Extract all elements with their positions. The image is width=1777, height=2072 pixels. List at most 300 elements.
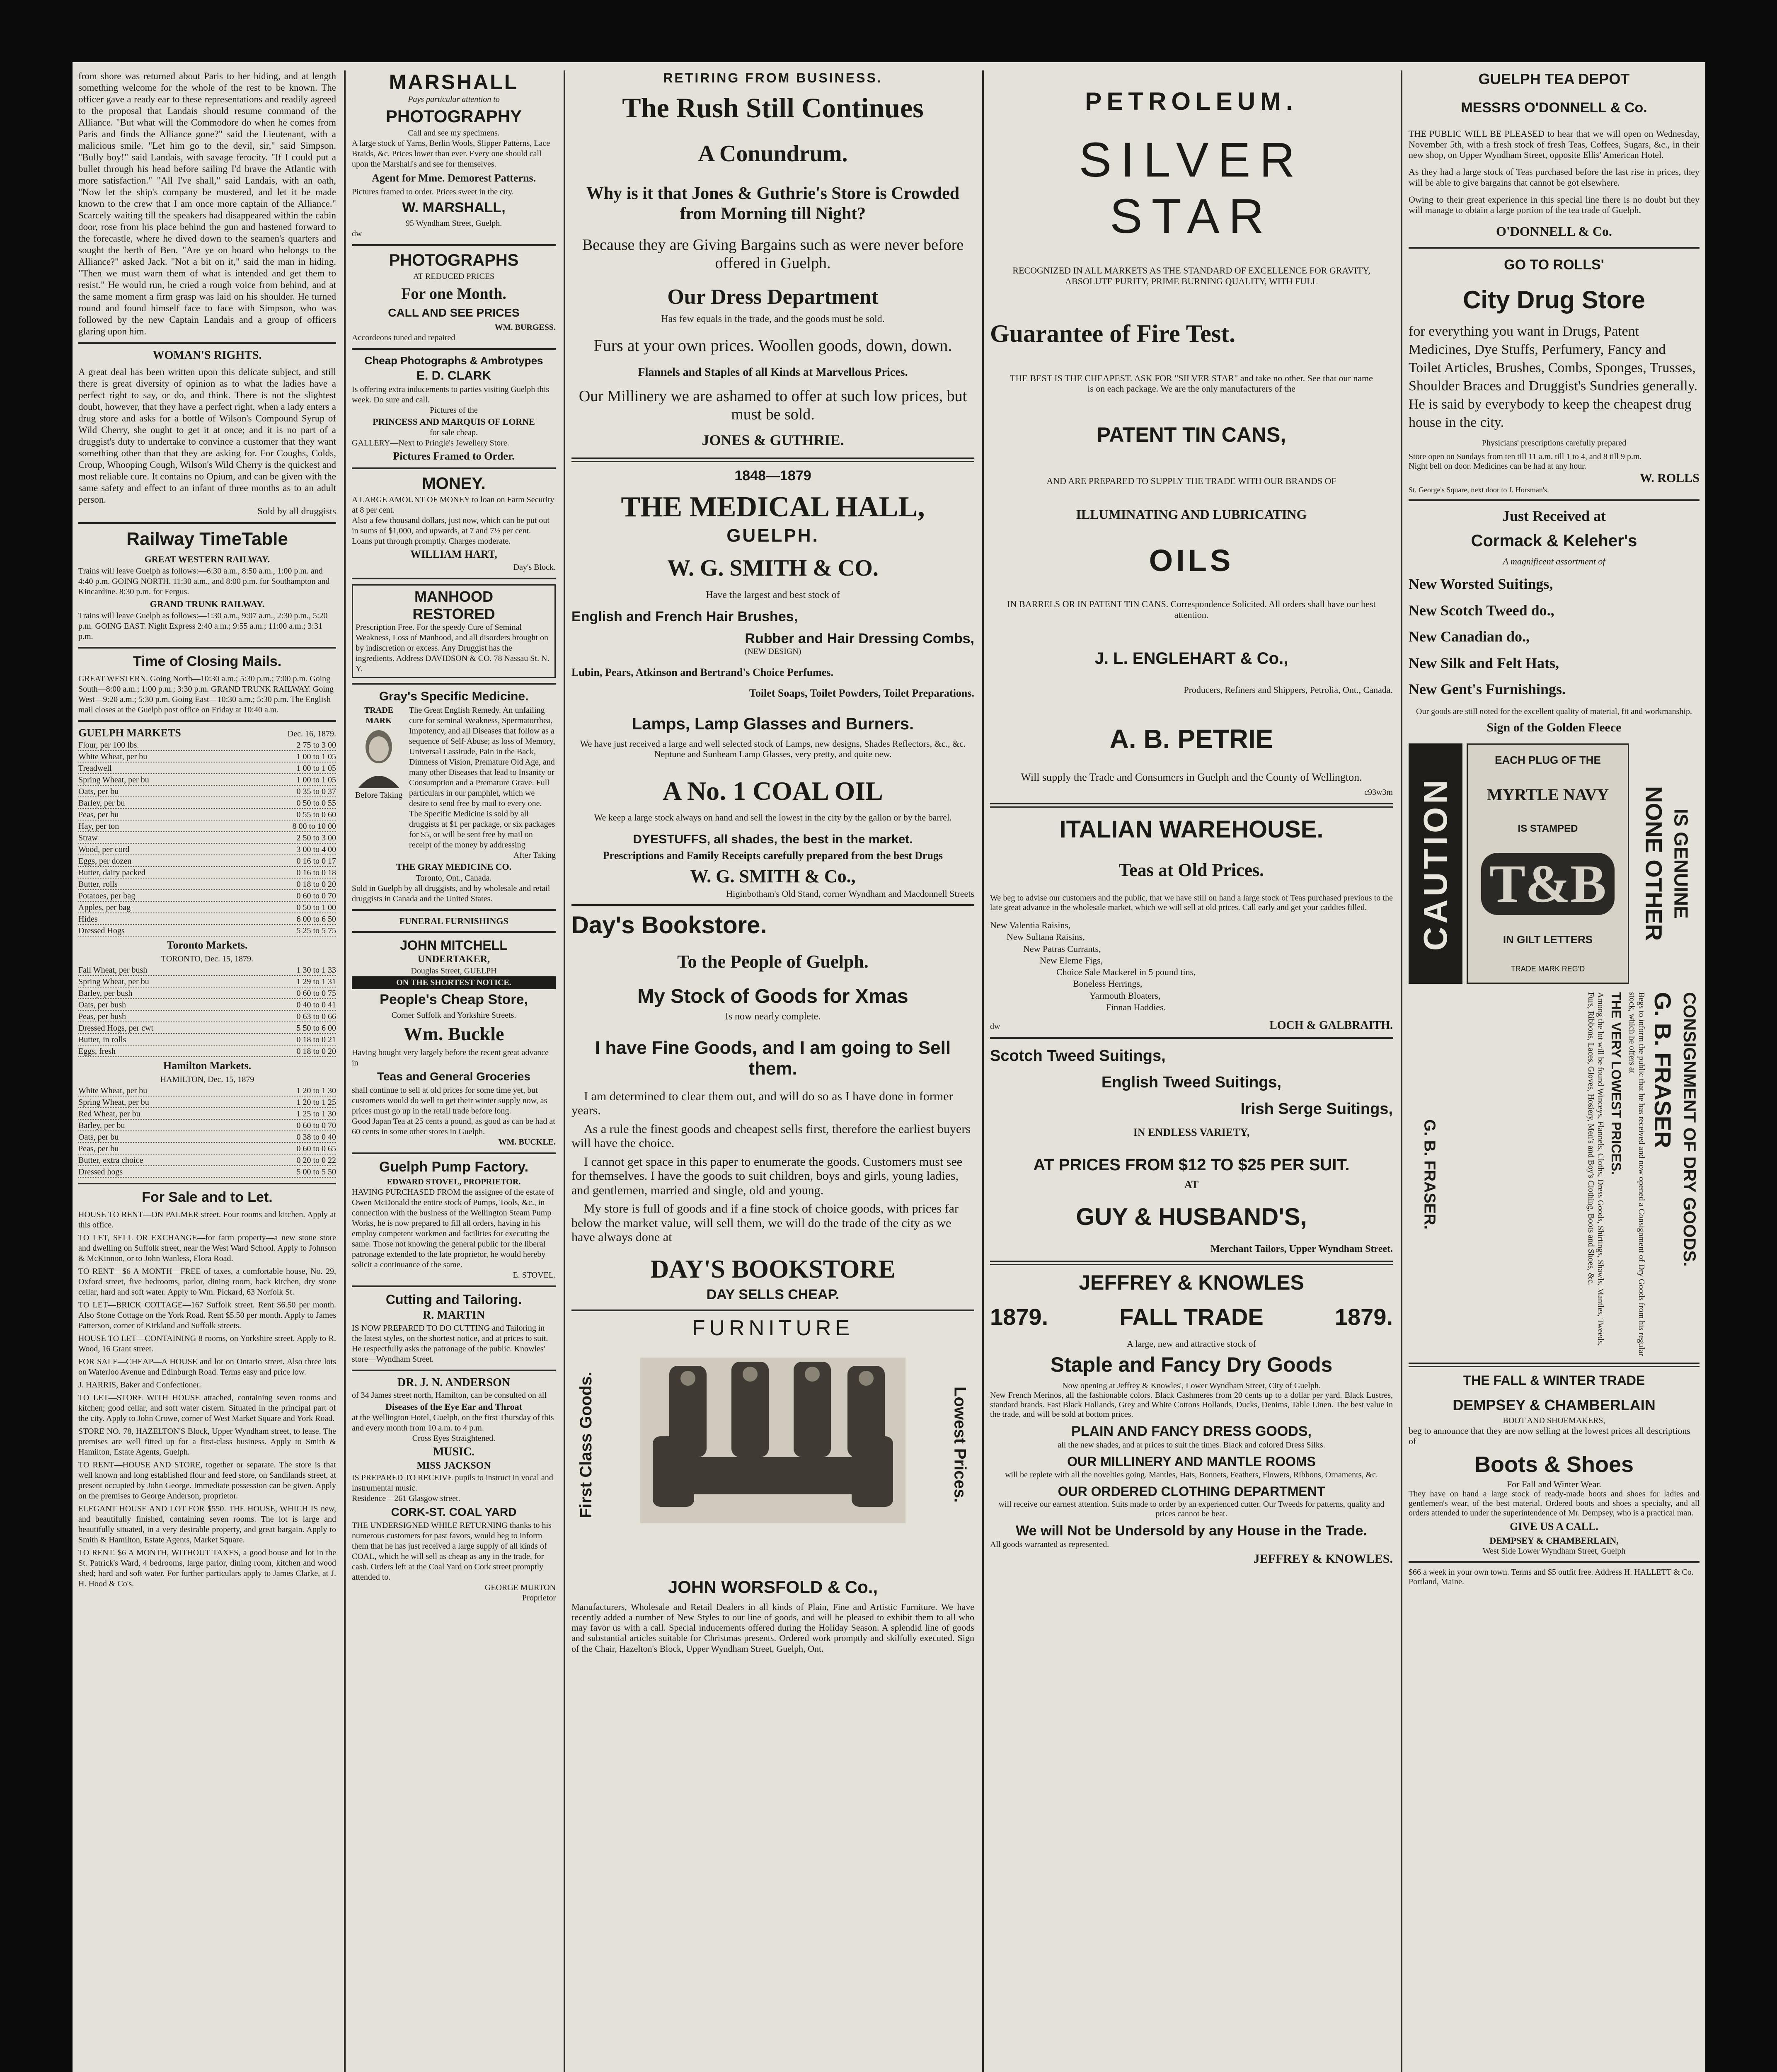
- fit-text: Our goods are still noted for the excellent quality of material, fit and workmanship.: [1416, 707, 1692, 716]
- market-row: [78, 821, 336, 832]
- ab-petrie-heading: A. B. PETRIE: [1109, 724, 1273, 754]
- for-sale-item: TO RENT. $6 A MONTH, WITHOUT TAXES, a good house and lot in the St. Patrick's Ward, 4 bedrooms, large parlor, dining room, kitchen and wood shed; hard and soft water. For further particulars apply to James Clarke, at J. H. Hood & Co's.: [78, 1548, 336, 1589]
- market-price: 1 20 to 1 25: [296, 1098, 336, 1107]
- miss-jackson: MISS JACKSON: [416, 1460, 491, 1472]
- market-item: Apples, per bag: [78, 903, 131, 913]
- gray-address: Toronto, Ont., Canada.: [416, 873, 492, 883]
- market-row: [78, 845, 336, 855]
- merchant-tailors: Merchant Tailors, Upper Wyndham Street.: [1210, 1243, 1393, 1254]
- before-taking-label: Before Taking: [355, 791, 403, 800]
- market-item: Flour, per 100 lbs.: [78, 741, 139, 750]
- grand-trunk-heading: GRAND TRUNK RAILWAY.: [150, 599, 265, 610]
- market-row: [78, 977, 336, 988]
- illuminating-lubricating: ILLUMINATING AND LUBRICATING: [1076, 507, 1307, 522]
- drug-text: for everything you want in Drugs, Patent Medicines, Dye Stuffs, Perfumery, Fancy and Toilet Articles, Brushes, Combs, Sponges, Trusses, Shoulder Braces and Druggist's Sundries generally. He is said by everybody to keep the cheapest drug house in the city.: [1409, 324, 1697, 431]
- physicians-prescriptions: Physicians' prescriptions carefully prepared: [1482, 438, 1627, 448]
- market-price: 0 60 to 0 65: [296, 1144, 336, 1154]
- market-item: Barley, per bush: [78, 989, 133, 998]
- market-row: [78, 740, 336, 751]
- buckle-text: Having bought very largely before the recent great advance in: [352, 1048, 549, 1068]
- market-item: Dressed Hogs, per cwt: [78, 1024, 154, 1033]
- for-sale-item: STORE NO. 78, HAZELTON'S Block, Upper Wyndham street, to lease. The premises are well fitted up for a first-class business. Apply to Smith & Hamilton, Estate Agents, Guelph.: [78, 1427, 336, 1457]
- market-row: [78, 1046, 336, 1057]
- great-western-times: Trains will leave Guelph as follows:—6:30 a.m., 8:50 a.m., 1:00 p.m. and 4:40 p.m. GOING NORTH. 11:30 a.m., and 8:00 p.m. for Southampton and Kincardine. 8:30 p.m. for Fergus.: [78, 566, 330, 597]
- market-item: White Wheat, per bu: [78, 1086, 148, 1096]
- irish-suitings: Irish Serge Suitings,: [1240, 1100, 1393, 1118]
- market-item: Hay, per ton: [78, 822, 119, 831]
- for-sale-list: [78, 1210, 336, 1589]
- go-to-rolls: GO TO ROLLS': [1504, 257, 1604, 273]
- silver-star-heading: SILVER STAR: [1079, 133, 1304, 244]
- dempsey-text-2: They have on hand a large stock of ready-made boots and shoes for ladies and gentlemen's wear, of the best material. Ordered boots and shoes a specialty, and all orders attended to under the superintendence of Mr. Dempsey, who is a practical man.: [1409, 1489, 1700, 1518]
- market-price: 0 18 to 0 20: [296, 1047, 336, 1056]
- buckle-text-3: Good Japan Tea at 25 cents a pound, as good as can be had at 60 cents in some other stores in Guelph.: [352, 1116, 555, 1136]
- marshall-heading: MARSHALL: [389, 70, 519, 94]
- womans-rights-text: A great deal has been written upon this delicate subject, and still there is great diversity of opinion as to what the ladies have a perfect right to say, or do, and think. There is not the slightest doubt, however, that they have a perfect right, when a lady enters a drug store and asks for a bottle of Wilson's Compound Syrup of Wild Cherry, she ought to get it at once; and it is no part of a druggist's duty to undertake to convince a customer that they want something other than that they are asking for. For Coughs, Colds, Croup, Whooping Cough, Wilson's Wild Cherry is the quickest and most reliable cure. It contains no Opium, and can be given with the same safety and effect to an infant of three months as to an adult person.: [78, 367, 336, 505]
- photographs-heading: PHOTOGRAPHS: [389, 251, 519, 269]
- call-and-see: Call and see my specimens.: [408, 128, 500, 138]
- fraser-text-2: Among the lot will be found Winceys, Flannels, Cloths, Dress Goods, Shirtings, Shawls, Mantles, Tweeds, Furs, Ribbons, Laces, Gloves, Hosiery, Men's and Boy's Clothing, Boots and Shoes, &c.: [1586, 992, 1605, 1346]
- market-item: Butter, rolls: [78, 880, 118, 889]
- photography-heading: PHOTOGRAPHY: [385, 106, 522, 126]
- column-1: [73, 70, 342, 2072]
- tea-text-2: Owing to their great experience in this special line there is no doubt but they will manage to obtain a large portion of the tea trade of Guelph.: [1409, 194, 1700, 215]
- best-cheapest-text: THE BEST IS THE CHEAPEST. ASK FOR "SILVER STAR" and take no other. See that our name is on each package. We are the only manufacturers of the: [1010, 373, 1373, 394]
- market-row: [78, 752, 336, 762]
- cork-coal-yard: CORK-ST. COAL YARD: [391, 1505, 517, 1518]
- serial-story-text: from shore was returned about Paris to her hiding, and at length something welcome for the whole of the rest to be known. The officer gave a ready ear to these representations and readily agreed to the proposal that Landais should resume command of the Alliance. "But what will the Commodore do when he comes from Paris and finds the Alliance gone?" said the Lieutenant, with a malicious smile. "Let him go to the devil, sir," said Simpson. "Bully boy!" said Landais, with savage ferocity. "If I could put a bullet through his head before sailing I'd brave the Atlantic with more satisfaction." "All I've shall," said Landais, with an oath, "Now let the ship's company be mustered, and let it be made known to the crew that I am once more captain of the Alliance." Scarcely waiting till the speakers had disappeared within the cabin door, rose from his place behind the gun and hastened forward to the forecastle, where he dived down to the seamen's quarters and sought the berth of Ben. "Are ye on board who belongs to the Alliance?" asked Jack. "Not a bit on it," said the man in hiding. "Then we must warn them of what is intended and get them to resist." He would run, he cried a rough voice from behind, and at the same moment a firm grasp was laid on his shoulder. He turned round and found himself face to face with Simpson, who was followed by the new Captain Landais and a group of officers glaring upon him.: [78, 71, 336, 336]
- market-row: [78, 775, 336, 786]
- odonnell-signature: O'DONNELL & Co.: [1496, 223, 1612, 239]
- market-row: [78, 868, 336, 879]
- very-lowest-prices: THE VERY LOWEST PRICES.: [1609, 992, 1624, 1175]
- dress-text: Has few equals in the trade, and the goods must be sold.: [661, 314, 885, 325]
- market-price: 2 50 to 3 00: [296, 833, 336, 843]
- market-item: Dressed hogs: [78, 1167, 123, 1177]
- fraser-signature: G. B. FRASER.: [1421, 1119, 1438, 1230]
- cormack-item: New Scotch Tweed do.,: [1409, 602, 1554, 619]
- market-price: 0 60 to 0 70: [296, 1121, 336, 1130]
- gray-medicine-co: THE GRAY MEDICINE CO.: [396, 862, 512, 872]
- for-sale-item: TO LET—STORE WITH HOUSE attached, containing seven rooms and kitchen; good cellar, and soft water cistern. Situated in the principal part of the city. Apply to John Crowe, corner of West Market Square and York Road.: [78, 1393, 336, 1423]
- loch-galbraith: LOCH & GALBRAITH.: [1269, 1019, 1393, 1032]
- boot-shoemakers: BOOT AND SHOEMAKERS,: [1503, 1416, 1605, 1425]
- market-item: Butter, in rolls: [78, 1035, 126, 1045]
- hair-brushes: English and French Hair Brushes,: [571, 608, 798, 625]
- italian-goods-item: Choice Sale Mackerel in 5 pound tins,: [1056, 967, 1196, 978]
- hamilton-markets-date: HAMILTON, Dec. 15, 1879: [160, 1075, 254, 1084]
- for-sale-item: TO LET, SELL OR EXCHANGE—for farm property—a new stone store and dwelling on Suffolk street, near the West Ward School. Apply to Johnson & McKinnon, or to John Wanless, Elora Road.: [78, 1233, 336, 1264]
- rush-continues-heading: The Rush Still Continues: [622, 92, 924, 123]
- fraser-text: Begs to inform the public that he has received and now opened a Consignment of Dry Goods from his regular stock, which he offers at: [1627, 992, 1646, 1356]
- cormack-item: New Canadian do.,: [1409, 628, 1530, 645]
- italian-goods-item: Finnan Haddies.: [1106, 1002, 1166, 1012]
- for-sale-item: TO RENT—$6 A MONTH—FREE of taxes, a comfortable house, No. 29, Oxford street, five bedrooms, parlor, dining room, back kitchen, dry stone cellar, hard and soft water. Apply to Wm. Pickard, 63 Norfolk St.: [78, 1267, 336, 1297]
- to-people-heading: To the People of Guelph.: [677, 951, 869, 972]
- market-price: 0 50 to 1 00: [296, 903, 336, 913]
- undertaker-label: UNDERTAKER,: [417, 954, 490, 965]
- market-row: [78, 1086, 336, 1097]
- column-4: [984, 70, 1399, 2072]
- millinery-rooms: OUR MILLINERY AND MANTLE ROOMS: [1067, 1454, 1316, 1469]
- buckle-signature: WM. BUCKLE.: [498, 1137, 556, 1147]
- italian-goods-item: New Valentia Raisins,: [990, 920, 1071, 930]
- shortest-notice: ON THE SHORTEST NOTICE.: [352, 976, 556, 989]
- cork-text: THE UNDERSIGNED WHILE RETURNING thanks to his numerous customers for past favors, would beg to inform them that he has just received a large supply of all kinds of COAL, which he will sell as cheap as any in the trade, for cash. Orders left at the Coal Yard on Cork street promptly attended to.: [352, 1521, 552, 1582]
- anderson-text: of 34 James street north, Hamilton, can be consulted on all: [352, 1390, 547, 1400]
- millinery-text: Our Millinery we are ashamed to offer at such low prices, but must be sold.: [579, 387, 967, 423]
- w-marshall-name: W. MARSHALL,: [402, 199, 506, 215]
- dempsey-chamberlain: DEMPSEY & CHAMBERLAIN: [1453, 1396, 1656, 1414]
- large-stock: A large, new and attractive stock of: [1127, 1338, 1256, 1349]
- money-heading: MONEY.: [422, 474, 486, 493]
- new-design: (NEW DESIGN): [744, 647, 801, 656]
- cormack-item: New Silk and Felt Hats,: [1409, 654, 1559, 671]
- column-rule: [564, 70, 565, 2072]
- peoples-cheap-store: People's Cheap Store,: [380, 992, 528, 1008]
- days-bookstore-big: DAY'S BOOKSTORE: [650, 1255, 896, 1283]
- toronto-markets-date: TORONTO, Dec. 15, 1879.: [161, 954, 254, 964]
- worsfold-text: Manufacturers, Wholesale and Retail Dealers in all kinds of Plain, Fine and Artistic Furniture. We have recently added a number of New Styles to our line of goods, and will be pleased to exhibit them to all who may favor us with a call. Special inducements offered during the Holiday Season. A splendid line of goods and substantial articles suitable for Christmas presents. Ordered work promptly and skilfully executed. Sign of the Chair, Hazelton's Block, Upper Wyndham Street, Guelph, Ont.: [571, 1601, 974, 1654]
- market-row: [78, 1109, 336, 1120]
- dw-mark: dw: [990, 1022, 1000, 1031]
- market-row: [78, 798, 336, 809]
- market-price: 0 35 to 0 37: [296, 787, 336, 796]
- boots-shoes: Boots & Shoes: [1474, 1452, 1634, 1477]
- gb-fraser: G. B. FRASER: [1650, 992, 1676, 1148]
- lowest-prices: Lowest Prices.: [951, 1387, 969, 1503]
- accordeons-note: Accordeons tuned and repaired: [352, 333, 455, 342]
- dr-anderson: DR. J. N. ANDERSON: [397, 1376, 511, 1389]
- cutting-tailoring: Cutting and Tailoring.: [385, 1292, 522, 1307]
- jones-guthrie-signature: JONES & GUTHRIE.: [702, 432, 844, 449]
- producers-text: Producers, Refiners and Shippers, Petrolia, Ont., Canada.: [1184, 684, 1393, 695]
- market-price: 6 00 to 6 50: [296, 915, 336, 924]
- money-text: A LARGE AMOUNT OF MONEY to loan on Farm Security at 8 per cent.: [352, 495, 554, 515]
- all-goods-warranted: All goods warranted as represented.: [990, 1540, 1109, 1549]
- sunday-hours: Store open on Sundays from ten till 11 a.m. till 1 to 4, and 8 till 9 p.m.: [1409, 452, 1642, 462]
- market-row: [78, 988, 336, 999]
- italian-goods-item: Yarmouth Bloaters,: [1089, 990, 1161, 1001]
- conundrum-heading: A Conundrum.: [698, 140, 848, 167]
- pictures-framed-text: Pictures framed to order. Prices sweet in the city.: [352, 187, 514, 196]
- night-bell: Night bell on door. Medicines can be had at any hour.: [1409, 462, 1586, 471]
- guy-husbands: GUY & HUSBAND'S,: [1076, 1203, 1307, 1231]
- myrtle-navy: MYRTLE NAVY: [1486, 785, 1609, 804]
- market-item: Wood, per cord: [78, 845, 130, 854]
- wg-smith-heading: W. G. SMITH & CO.: [667, 555, 879, 581]
- retiring-heading: RETIRING FROM BUSINESS.: [663, 70, 883, 85]
- flannels-text: Flannels and Staples of all Kinds at Marvellous Prices.: [638, 366, 908, 379]
- market-price: 0 55 to 0 60: [296, 810, 336, 820]
- for-sale-item: ELEGANT HOUSE AND LOT FOR $550. THE HOUSE, WHICH IS new, and beautifully finished, containing seven rooms. The lot is large and beautifully situated, in a very desirable property, and great bargain. Apply to Smith & Hamilton, Estate Agents, Market Square.: [78, 1504, 336, 1545]
- scotch-suitings: Scotch Tweed Suitings,: [990, 1047, 1166, 1065]
- money-text-3: Loans put through promptly. Charges moderate.: [352, 537, 511, 546]
- magnificent-assortment: A magnificent assortment of: [1503, 556, 1605, 567]
- clothing-text: will receive our earnest attention. Suits made to order by an experienced cutter. Our Tweeds for patterns, quality and prices cannot be beat.: [998, 1500, 1385, 1519]
- worsfold-heading: JOHN WORSFOLD & Co.,: [668, 1577, 878, 1597]
- john-mitchell: JOHN MITCHELL: [400, 938, 508, 953]
- market-item: Oats, per bu: [78, 1133, 119, 1142]
- cross-eyes: Cross Eyes Straightened.: [412, 1434, 496, 1443]
- italian-goods-item: New Eleme Figs,: [1040, 955, 1103, 966]
- bookstore-p2: As a rule the finest goods and cheapest sells first, therefore the earliest buyers will have the choice.: [571, 1122, 971, 1150]
- tea-depot-heading: GUELPH TEA DEPOT: [1478, 70, 1630, 87]
- market-item: Peas, per bush: [78, 1012, 126, 1021]
- clark-text: Is offering extra inducements to parties visiting Guelph this week. Do sure and call.: [352, 385, 550, 405]
- market-price: 5 25 to 5 75: [296, 926, 336, 936]
- market-item: Peas, per bu: [78, 1144, 119, 1154]
- odonnell-heading: MESSRS O'DONNELL & Co.: [1461, 100, 1647, 116]
- market-row: [78, 1144, 336, 1155]
- market-price: 2 75 to 3 00: [296, 741, 336, 750]
- market-item: Hides: [78, 915, 98, 924]
- cormack-item: New Gent's Furnishings.: [1409, 680, 1566, 697]
- staple-fancy: Staple and Fancy Dry Goods: [1050, 1353, 1333, 1377]
- at-label: AT: [1184, 1179, 1199, 1191]
- murton-proprietor: Proprietor: [522, 1593, 556, 1603]
- market-price: 1 20 to 1 30: [296, 1086, 336, 1096]
- fall-winter-trade: THE FALL & WINTER TRADE: [1463, 1372, 1645, 1388]
- market-item: Eggs, per dozen: [78, 857, 132, 866]
- trade-mark-registered: TRADE MARK REG'D: [1511, 964, 1585, 973]
- for-sale-item: J. HARRIS, Baker and Confectioner.: [78, 1380, 201, 1390]
- market-item: Red Wheat, per bu: [78, 1109, 140, 1119]
- italian-goods-list: [990, 920, 1393, 1012]
- higinbotham-address: Higinbotham's Old Stand, corner Wyndham and Macdonnell Streets: [726, 888, 974, 899]
- market-row: [78, 1167, 336, 1178]
- english-suitings: English Tweed Suitings,: [1101, 1073, 1282, 1091]
- gilt-letters: IN GILT LETTERS: [1503, 933, 1593, 946]
- cormack-keleher: Cormack & Keleher's: [1471, 532, 1637, 550]
- plug-text: EACH PLUG OF THE: [1495, 753, 1601, 766]
- great-western-heading: GREAT WESTERN RAILWAY.: [144, 554, 270, 564]
- tb-mark: T&B: [1481, 853, 1615, 915]
- market-row: [78, 1097, 336, 1108]
- pump-text: HAVING PURCHASED FROM the assignee of the estate of Owen McDonald the entire stock of Pumps, Tools, &c., in connection with the business of the Wellington Steam Pump Works, he is now prepared to fill all orders, having in his employ competent workmen and facilities for executing the same. Those not knowing the general public for the liberal patronage extended to the late proprietor, he would hereby solicit a continuance of the same.: [352, 1187, 554, 1269]
- george-murton: GEORGE MURTON: [484, 1583, 556, 1593]
- market-price: 0 60 to 0 70: [296, 891, 336, 901]
- column-rule: [1401, 70, 1402, 2072]
- market-price: 1 30 to 1 33: [296, 966, 336, 975]
- market-price: 0 60 to 0 75: [296, 989, 336, 998]
- market-row: [78, 891, 336, 902]
- market-row: [78, 1012, 336, 1022]
- toronto-markets-heading: Toronto Markets.: [167, 939, 248, 951]
- guarantee-heading: Guarantee of Fire Test.: [990, 320, 1236, 347]
- lamps-heading: Lamps, Lamp Glasses and Burners.: [632, 714, 914, 733]
- clothing-department: OUR ORDERED CLOTHING DEPARTMENT: [1058, 1484, 1325, 1499]
- lamps-text: We have just received a large and well selected stock of Lamps, new designs, Shades Reflectors, &c., &c. Neptune and Sunbeam Lamp Glasses, very pretty, and quite new.: [580, 738, 966, 760]
- market-row: [78, 914, 336, 925]
- market-item: Peas, per bu: [78, 810, 119, 820]
- george-square: St. George's Square, next door to J. Horsman's.: [1409, 485, 1549, 494]
- toilet-preparations: Toilet Soaps, Toilet Powders, Toilet Preparations.: [749, 687, 974, 699]
- sixty-six-ad: $66 a week in your own town. Terms and $5 outfit free. Address H. HALLETT & Co. Portland, Maine.: [1409, 1568, 1694, 1587]
- coal-oil-text: We keep a large stock always on hand and sell the lowest in the city by the gallon or by the barrel.: [594, 812, 952, 823]
- toronto-markets-table: [78, 965, 336, 1057]
- market-price: 1 00 to 1 05: [296, 752, 336, 762]
- guelph-markets-table: [78, 740, 336, 937]
- manhood-heading: MANHOOD: [414, 588, 493, 605]
- gray-sold-text: Sold in Guelph by all druggists, and by wholesale and retail druggists in Canada and the United States.: [352, 884, 550, 903]
- market-row: [78, 1035, 336, 1046]
- give-us-call: GIVE US A CALL.: [1510, 1520, 1598, 1532]
- market-row: [78, 833, 336, 844]
- for-sale-item: HOUSE TO LET—CONTAINING 8 rooms, on Yorkshire street. Apply to R. Wood, 16 Grant street.: [78, 1334, 336, 1354]
- market-item: Barley, per bu: [78, 1121, 125, 1130]
- funeral-furnishings: FUNERAL FURNISHINGS: [399, 915, 508, 926]
- cormack-item: New Worsted Suitings,: [1409, 576, 1553, 593]
- stovel-proprietor: EDWARD STOVEL, PROPRIETOR.: [387, 1177, 521, 1186]
- fraser-consignment-ad: [1409, 992, 1700, 1357]
- market-item: Spring Wheat, per bu: [78, 1098, 149, 1107]
- guelph-markets-date: Dec. 16, 1879.: [287, 729, 336, 739]
- for-sale-item: FOR SALE—CHEAP—A HOUSE and lot on Ontario street. Also three lots on Waterloo Avenue and Edinburgh Road. Terms easy and price low.: [78, 1357, 336, 1377]
- market-row: [78, 810, 336, 821]
- not-undersold: We will Not be Undersold by any House in the Trade.: [1016, 1523, 1367, 1539]
- market-row: [78, 1121, 336, 1131]
- column-2: [346, 70, 562, 2072]
- italian-warehouse-heading: ITALIAN WAREHOUSE.: [1059, 816, 1324, 843]
- buckle-text-2: shall continue to sell at old prices for some time yet, but customers would do well to get their winter supply now, as prices must go up in the retail trade before long.: [352, 1085, 547, 1116]
- eye-ear-throat: Diseases of the Eye Ear and Throat: [385, 1401, 523, 1412]
- days-block: Day's Block.: [513, 563, 556, 572]
- market-price: 0 20 to 0 22: [296, 1156, 336, 1165]
- barrels-text: IN BARRELS OR IN PATENT TIN CANS. Correspondence Solicited. All orders shall have our best attention.: [1007, 599, 1376, 620]
- italian-goods-item: New Sultana Raisins,: [1007, 932, 1085, 942]
- market-item: Dressed Hogs: [78, 926, 125, 936]
- music-heading: MUSIC.: [433, 1445, 475, 1459]
- gallery-address: GALLERY—Next to Pringle's Jewellery Store.: [352, 438, 509, 448]
- petroleum-heading: PETROLEUM.: [1085, 87, 1298, 115]
- before-taking-figure: [352, 705, 406, 801]
- jeffrey-knowles-heading: JEFFREY & KNOWLES: [1079, 1271, 1304, 1295]
- nearly-complete: Is now nearly complete.: [725, 1011, 821, 1022]
- corner-suffolk: Corner Suffolk and Yorkshire Streets.: [391, 1011, 516, 1020]
- xmas-stock: My Stock of Goods for Xmas: [637, 985, 908, 1007]
- market-price: 0 18 to 0 21: [296, 1035, 336, 1045]
- bookstore-p4: My store is full of goods and if a fine stock of choice goods, with prices far below the market value, will sell them, we will do the trade of the city as we have always done at: [571, 1202, 959, 1244]
- stovel-signature: E. STOVEL.: [513, 1270, 556, 1280]
- none-other: NONE OTHER: [1641, 786, 1667, 941]
- market-item: Barley, per bu: [78, 799, 125, 808]
- reduced-prices: AT REDUCED PRICES: [413, 271, 495, 281]
- column-rule: [344, 70, 346, 2072]
- jk-signature: JEFFREY & KNOWLES.: [1253, 1552, 1393, 1566]
- market-price: 0 50 to 0 55: [296, 799, 336, 808]
- market-item: Butter, dairy packed: [78, 868, 145, 878]
- price-range: AT PRICES FROM $12 TO $25 PER SUIT.: [1033, 1156, 1350, 1174]
- market-price: 8 00 to 10 00: [292, 822, 336, 831]
- myrtle-navy-ad: [1409, 743, 1700, 984]
- market-price: 1 00 to 1 05: [296, 775, 336, 785]
- is-genuine: IS GENUINE: [1670, 808, 1692, 919]
- market-price: 0 38 to 0 40: [296, 1133, 336, 1142]
- consignment-heading: CONSIGNMENT OF DRY GOODS.: [1680, 992, 1700, 1267]
- wg-smith-signature: W. G. SMITH & Co.,: [690, 866, 856, 886]
- tea-text: As they had a large stock of Teas purchased before the last rise in prices, they will be able to give bargains that cannot be got elsewhere.: [1409, 167, 1700, 188]
- market-row: [78, 1000, 336, 1011]
- market-row: [78, 903, 336, 913]
- coal-oil-heading: A No. 1 COAL OIL: [663, 776, 883, 806]
- column-rule: [982, 70, 984, 2072]
- princess-marquis: PRINCESS AND MARQUIS OF LORNE: [373, 416, 535, 427]
- fall-wear: For Fall and Winter Wear.: [1506, 1479, 1602, 1489]
- teas-old-prices: Teas at Old Prices.: [1118, 860, 1264, 881]
- market-price: 5 00 to 5 50: [296, 1167, 336, 1177]
- grays-heading: Gray's Specific Medicine.: [379, 689, 529, 703]
- call-see-prices: CALL AND SEE PRICES: [388, 306, 520, 320]
- city-drug-store: City Drug Store: [1462, 286, 1646, 314]
- petrie-text: Will supply the Trade and Consumers in Guelph and the County of Wellington.: [1021, 771, 1362, 783]
- medical-hall-heading: THE MEDICAL HALL,: [621, 491, 925, 523]
- marshall-note: Pays particular attention to: [408, 94, 500, 104]
- plain-text: all the new shades, and at prices to suit the times. Black and colored Dress Silks.: [1058, 1440, 1325, 1450]
- medical-hall-years: 1848—1879: [734, 467, 811, 484]
- dyestuffs: DYESTUFFS, all shades, the best in the market.: [633, 833, 913, 847]
- douglas-street: Douglas Street, GUELPH: [411, 966, 497, 976]
- r-martin: R. MARTIN: [423, 1309, 485, 1322]
- dc-address: West Side Lower Wyndham Street, Guelph: [1482, 1547, 1626, 1556]
- market-price: 3 00 to 4 00: [296, 845, 336, 854]
- anderson-text-2: at the Wellington Hotel, Guelph, on the first Thursday of this and every month from 10 a.m. to 4 p.m.: [352, 1413, 554, 1433]
- plain-fancy: PLAIN AND FANCY DRESS GOODS,: [1071, 1423, 1312, 1439]
- market-item: Eggs, fresh: [78, 1047, 116, 1056]
- dempsey-text: beg to announce that they are now selling at the lowest prices all descriptions of: [1409, 1425, 1690, 1447]
- stamped-text: IS STAMPED: [1518, 823, 1578, 834]
- patent-tin-cans: PATENT TIN CANS,: [1097, 423, 1286, 446]
- market-row: [78, 965, 336, 976]
- hamilton-markets-heading: Hamilton Markets.: [163, 1060, 252, 1072]
- market-row: [78, 1132, 336, 1143]
- market-row: [78, 926, 336, 937]
- market-item: Straw: [78, 833, 98, 843]
- medical-hall-guelph: GUELPH.: [726, 525, 819, 546]
- trade-mark-label: TRADE MARK: [364, 706, 393, 726]
- clark-name: E. D. CLARK: [416, 368, 491, 382]
- oils-heading: OILS: [1149, 543, 1234, 578]
- combs: Rubber and Hair Dressing Combs,: [745, 630, 974, 646]
- market-item: Potatoes, per bag: [78, 891, 136, 901]
- market-item: White Wheat, per bu: [78, 752, 148, 762]
- column-5: [1403, 70, 1705, 2072]
- guelph-markets-heading: GUELPH MARKETS: [78, 727, 181, 739]
- endless-variety: IN ENDLESS VARIETY,: [1133, 1126, 1250, 1139]
- for-sale-cheap: for sale cheap.: [429, 428, 478, 438]
- englehart-heading: J. L. ENGLEHART & Co.,: [1094, 649, 1288, 668]
- framed-to-order: Pictures Framed to Order.: [393, 450, 515, 462]
- prescriptions: Prescriptions and Family Receipts carefully prepared from the best Drugs: [603, 849, 943, 862]
- for-sale-item: HOUSE TO RENT—ON PALMER street. Four rooms and kitchen. Apply at this office.: [78, 1210, 336, 1230]
- market-price: 0 40 to 0 41: [296, 1000, 336, 1010]
- closing-mails-heading: Time of Closing Mails.: [133, 654, 282, 670]
- market-price: 0 63 to 0 66: [296, 1012, 336, 1021]
- grand-trunk-times: Trains will leave Guelph as follows:—1:30 a.m., 9:07 a.m., 2:30 p.m., 5:20 p.m. GOING EAST. Night Express 2:40 a.m.; 9:55 a.m.; 11:00 a.m.; 3:31 p.m.: [78, 611, 328, 641]
- man-portrait-icon: [354, 726, 404, 788]
- manhood-restored-ad: [352, 584, 556, 678]
- market-item: Butter, extra choice: [78, 1156, 143, 1165]
- italian-goods-item: Boneless Herrings,: [1073, 978, 1143, 989]
- marshall-text: A large stock of Yarns, Berlin Wools, Slipper Patterns, Lace Braids, &c. Prices lower than ever. Every one should call upon the Marshall's and see for themselves.: [352, 138, 550, 169]
- market-price: 0 16 to 0 18: [296, 868, 336, 878]
- market-item: Treadwell: [78, 764, 112, 773]
- market-row: [78, 879, 336, 890]
- millinery-text: will be replete with all the novelties going. Mantles, Hats, Bonnets, Feathers, Flowers, Ribbons, Ornaments, &c.: [1005, 1470, 1378, 1479]
- day-sells-cheap: DAY SELLS CHEAP.: [706, 1287, 840, 1303]
- italian-goods-item: New Patras Currants,: [1023, 943, 1101, 954]
- demorest-agent: Agent for Mme. Demorest Patterns.: [371, 172, 536, 184]
